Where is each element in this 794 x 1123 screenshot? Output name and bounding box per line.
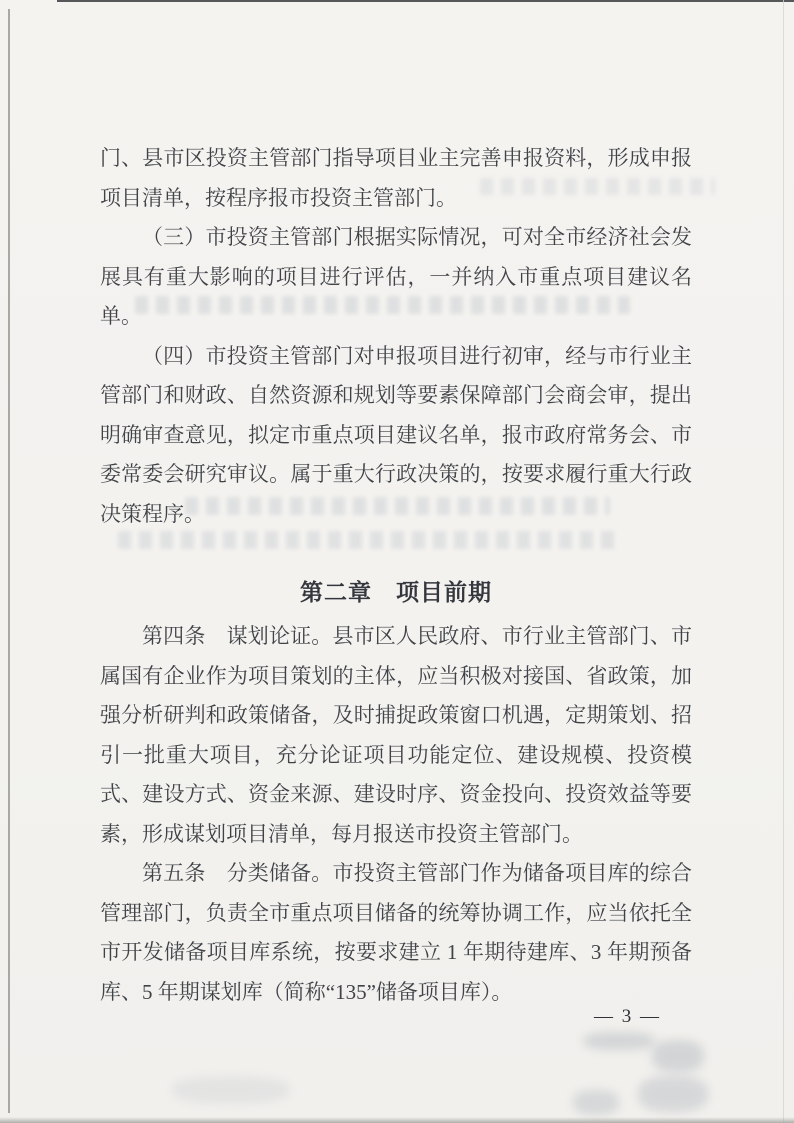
body-line: 市开发储备项目库系统，按要求建立 1 年期待建库、3 年期预备 — [100, 940, 692, 964]
body-line: （四）市投资主管部门对申报项目进行初审，经与市行业主 — [142, 343, 692, 368]
body-line: 第五条 分类储备。市投资主管部门作为储备项目库的综合 — [142, 861, 692, 885]
bleed-through-artifact — [638, 1076, 708, 1112]
body-line: 管部门和财政、自然资源和规划等要素保障部门会商会审，提出 — [100, 383, 692, 407]
scan-edge-top — [57, 0, 794, 2]
page-number: — 3 — — [594, 1006, 661, 1027]
body-line: 引一批重大项目，充分论证项目功能定位、建设规模、投资模 — [100, 742, 692, 767]
body-line: 素，形成谋划项目清单，每月报送市投资主管部门。 — [100, 821, 583, 846]
body-line: 门、县市区投资主管部门指导项目业主完善申报资料，形成申报 — [100, 146, 692, 170]
body-line: 明确审查意见，拟定市重点项目建议名单，报市政府常务会、市 — [100, 422, 692, 447]
body-line: 管理部门，负责全市重点项目储备的统筹协调工作，应当依托全 — [100, 900, 692, 925]
chapter-heading: 第二章 项目前期 — [300, 580, 492, 605]
body-line: 项目清单，按程序报市投资主管部门。 — [100, 185, 457, 210]
body-line: 属国有企业作为项目策划的主体，应当积极对接国、省政策，加 — [100, 663, 692, 688]
body-paragraphs-top — [100, 139, 692, 534]
body-line: 式、建设方式、资金来源、建设时序、资金投向、投资效益等要 — [100, 782, 692, 806]
body-line: 强分析研判和政策储备，及时捕捉政策窗口机遇，定期策划、招 — [100, 703, 692, 727]
bleed-through-artifact — [172, 1076, 290, 1104]
body-line: 展具有重大影响的项目进行评估，一并纳入市重点项目建议名 — [100, 264, 692, 289]
scan-edge-right — [783, 0, 784, 1123]
bleed-through-artifact — [583, 1032, 655, 1050]
body-line: 委常委会研究审议。属于重大行政决策的，按要求履行重大行政 — [100, 462, 692, 486]
bleed-through-artifact — [573, 1090, 619, 1115]
body-line: 决策程序。 — [100, 501, 205, 526]
body-line: 第四条 谋划论证。县市区人民政府、市行业主管部门、市 — [142, 624, 692, 648]
body-line: （三）市投资主管部门根据实际情况，可对全市经济社会发 — [142, 225, 692, 249]
body-line: 库、5 年期谋划库（简称“135”储备项目库）。 — [100, 979, 513, 1004]
scan-edge-bottom — [0, 1117, 794, 1123]
body-paragraphs-bottom — [100, 617, 692, 1012]
body-line: 单。 — [100, 304, 142, 328]
bleed-through-artifact — [652, 1040, 704, 1072]
scan-edge-left — [8, 9, 10, 1113]
